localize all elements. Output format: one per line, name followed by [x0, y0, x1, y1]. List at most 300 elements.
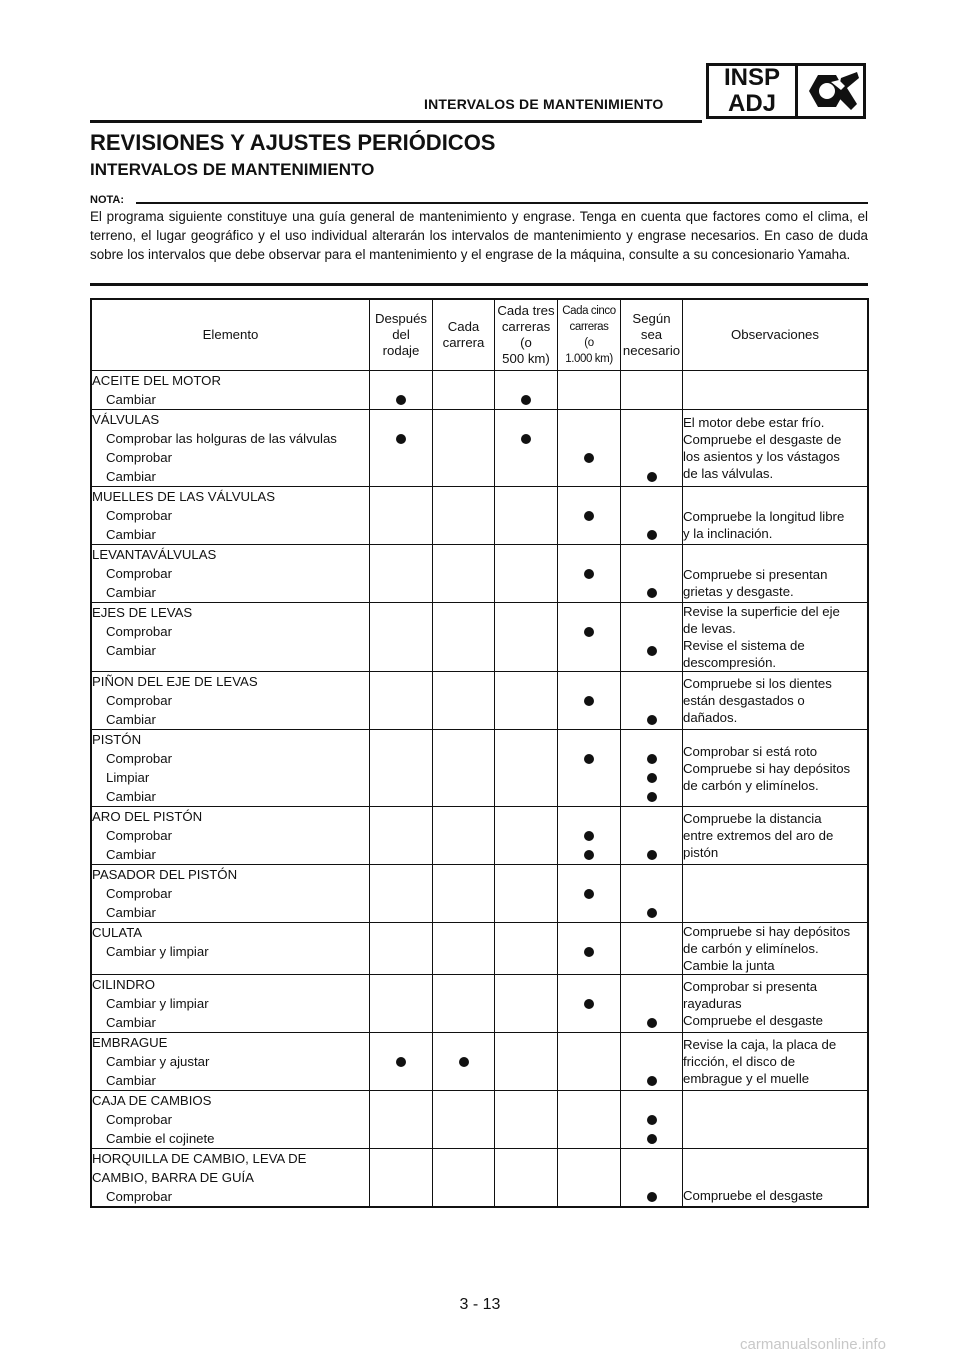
header-line: del [392, 327, 410, 342]
observations-cell [683, 1033, 869, 1091]
interval-cell [495, 487, 558, 545]
observation-line: Comprobar si está roto [683, 743, 818, 759]
mark-slot [621, 787, 682, 806]
spacer [370, 1033, 432, 1052]
interval-cell [433, 487, 495, 545]
spacer [621, 672, 682, 691]
mark-slot [558, 525, 620, 544]
interval-cell [621, 923, 683, 975]
mark-slot [621, 994, 682, 1013]
observation-line: entre extremos del aro de [683, 828, 834, 843]
interval-cell [558, 923, 621, 975]
spacer [433, 672, 494, 691]
header-line: rodaje [382, 343, 420, 358]
header-line: 500 km) [502, 351, 550, 366]
header-despues-rodaje [370, 299, 433, 371]
bullet-icon [521, 434, 531, 444]
mark-slot [370, 467, 432, 486]
observation-line: Revise la superficie del eje [683, 604, 840, 619]
bullet-icon [647, 646, 657, 656]
interval-cell [621, 672, 683, 730]
observation-line: Revise la caja, la placa de [683, 1037, 837, 1052]
interval-cell [558, 807, 621, 865]
interval-cell [558, 1033, 621, 1091]
mark-slot [433, 506, 494, 525]
element-cell [91, 371, 370, 410]
bullet-icon [647, 792, 657, 802]
spacer [495, 603, 557, 622]
header-line: carrera [442, 335, 485, 350]
mark-slot [495, 903, 557, 922]
item-list [92, 884, 369, 922]
mark-slot [621, 622, 682, 641]
mark-slot [558, 1071, 620, 1090]
mark-slot [558, 845, 620, 864]
interval-cell [370, 1033, 433, 1091]
mark-slot [433, 884, 494, 903]
badge-text [709, 66, 798, 116]
mark-slot [621, 1129, 682, 1148]
mark-slot [370, 429, 432, 448]
mark-slot [495, 641, 557, 660]
mark-slot [433, 942, 494, 961]
mark-slot [433, 1187, 494, 1206]
table-row [91, 1149, 868, 1208]
spacer [558, 487, 620, 506]
observation-line: Compruebe la longitud libre [683, 509, 845, 524]
interval-cell [495, 975, 558, 1033]
nota-rule [136, 202, 868, 204]
table-header-row [91, 299, 868, 371]
badge-bottom: ADJ [727, 90, 776, 117]
interval-cell [621, 1149, 683, 1208]
mark-slot [433, 390, 494, 409]
mark-slot [558, 1187, 620, 1206]
spacer [558, 1149, 620, 1168]
mark-slot [558, 429, 620, 448]
spacer [370, 730, 432, 749]
bullet-icon [584, 453, 594, 463]
mark-slot [495, 622, 557, 641]
spacer [433, 730, 494, 749]
insp-adj-badge [706, 63, 866, 119]
spacer [433, 603, 494, 622]
item-label: Comprobar [106, 751, 172, 766]
element-cell [91, 865, 370, 923]
element-cell [91, 923, 370, 975]
header-cada-carrera [433, 299, 495, 371]
maintenance-schedule-table [90, 298, 869, 1208]
spacer [433, 807, 494, 826]
interval-cell [370, 1091, 433, 1149]
item-label: Limpiar [106, 770, 150, 785]
spacer [621, 371, 682, 390]
mark-slot [433, 710, 494, 729]
mark-slot [558, 448, 620, 467]
mark-slot [370, 1071, 432, 1090]
interval-cell [433, 865, 495, 923]
interval-cell [495, 371, 558, 410]
observations-cell [683, 730, 869, 807]
observation-line: Compruebe el desgaste [683, 1188, 824, 1203]
table-row [91, 730, 868, 807]
spacer [558, 1168, 620, 1187]
interval-cell [433, 807, 495, 865]
page-number: 3 - 13 [459, 1296, 501, 1313]
mark-slot [370, 1110, 432, 1129]
mark-slot [370, 583, 432, 602]
bullet-icon [647, 850, 657, 860]
mark-slot [621, 884, 682, 903]
interval-cell [495, 807, 558, 865]
spacer [495, 1091, 557, 1110]
mark-slot [621, 942, 682, 961]
spacer [621, 1091, 682, 1110]
spacer [433, 865, 494, 884]
item-label: Cambiar [106, 469, 156, 484]
spacer [370, 1168, 432, 1187]
item-label: Cambiar [106, 1015, 156, 1030]
bullet-icon [521, 395, 531, 405]
bullet-icon [459, 1057, 469, 1067]
mark-slot [558, 942, 620, 961]
interval-cell [558, 730, 621, 807]
mark-slot [433, 1013, 494, 1032]
nota-text: El programa siguiente constituye una guía general de mantenimiento y engrase. Tenga en cuenta que factores como el clima, el terreno, el lugar geográfico y el uso individual alterarán los intervalos de mantenimiento y engrase necesarios. En caso de duda sobre los intervalos que debe observar para el mantenimiento y el engrase de la máquina, consulte a su concesionario Yamaha. [90, 209, 868, 262]
observation-line: Compruebe la distancia [683, 811, 822, 826]
mark-slot [495, 710, 557, 729]
bullet-icon [647, 908, 657, 918]
mark-slot [621, 826, 682, 845]
element-cell [91, 975, 370, 1033]
observation-line: los asientos y los vástagos [683, 449, 840, 464]
element-cell [91, 545, 370, 603]
header-observaciones [683, 299, 869, 371]
spacer [621, 545, 682, 564]
spacer [621, 487, 682, 506]
table-row [91, 1033, 868, 1091]
interval-cell [370, 672, 433, 730]
spacer [621, 807, 682, 826]
table-row [91, 603, 868, 672]
section-name: VÁLVULAS [92, 412, 160, 427]
item-label: Cambiar [106, 585, 156, 600]
spacer [495, 807, 557, 826]
mark-slot [370, 845, 432, 864]
observation-line: dañados. [683, 710, 738, 725]
mark-slot [495, 1013, 557, 1032]
element-cell [91, 807, 370, 865]
observation-line: Compruebe el desgaste [683, 1013, 824, 1028]
observation-line: embrague y el muelle [683, 1071, 810, 1086]
interval-cell [558, 1149, 621, 1208]
header-elemento [91, 299, 370, 371]
spacer [370, 672, 432, 691]
mark-slot [495, 390, 557, 409]
mark-slot [621, 710, 682, 729]
mark-slot [370, 826, 432, 845]
mark-slot [558, 903, 620, 922]
mark-slot [433, 1110, 494, 1129]
mark-slot [558, 583, 620, 602]
spacer [370, 410, 432, 429]
mark-slot [558, 564, 620, 583]
interval-cell [370, 865, 433, 923]
interval-cell [370, 1149, 433, 1208]
spacer [558, 807, 620, 826]
bullet-icon [647, 472, 657, 482]
interval-cell [433, 545, 495, 603]
item-list [92, 622, 369, 660]
item-label: Comprobar [106, 1112, 172, 1127]
mark-slot [433, 1129, 494, 1148]
mark-slot [621, 448, 682, 467]
mark-slot [495, 583, 557, 602]
header-rule [90, 120, 702, 123]
observations-cell [683, 1091, 869, 1149]
observations-cell [683, 923, 869, 975]
mark-slot [558, 826, 620, 845]
item-label: Comprobar [106, 693, 172, 708]
mark-slot [495, 506, 557, 525]
mark-slot [558, 1110, 620, 1129]
mark-slot [433, 787, 494, 806]
mark-slot [433, 826, 494, 845]
spacer [558, 923, 620, 942]
observation-line: están desgastados o [683, 693, 805, 708]
bullet-icon [584, 999, 594, 1009]
mark-slot [370, 1187, 432, 1206]
header-line: (o [520, 335, 532, 350]
interval-cell [370, 975, 433, 1033]
interval-cell [370, 410, 433, 487]
table-row [91, 807, 868, 865]
mark-slot [370, 641, 432, 660]
spacer [370, 487, 432, 506]
mark-slot [621, 1013, 682, 1032]
item-label: Cambiar [106, 527, 156, 542]
observation-line: Compruebe si los dientes [683, 676, 832, 691]
spacer [370, 923, 432, 942]
interval-cell [495, 1149, 558, 1208]
bullet-icon [647, 588, 657, 598]
table-body [91, 371, 868, 1208]
interval-cell [433, 975, 495, 1033]
interval-cell [495, 730, 558, 807]
observation-line: de carbón y elimínelos. [683, 941, 819, 956]
mark-slot [558, 1013, 620, 1032]
spacer [370, 371, 432, 390]
mark-slot [495, 467, 557, 486]
bullet-icon [647, 1018, 657, 1028]
spacer [370, 975, 432, 994]
spacer [558, 1091, 620, 1110]
spacer [558, 730, 620, 749]
spacer [433, 410, 494, 429]
bullet-icon [647, 754, 657, 764]
header-line: Observaciones [731, 327, 819, 342]
interval-cell [433, 1149, 495, 1208]
bullet-icon [647, 773, 657, 783]
item-label: Cambiar [106, 392, 156, 407]
observations-cell [683, 865, 869, 923]
bullet-icon [647, 1076, 657, 1086]
mark-slot [621, 1052, 682, 1071]
mark-slot [433, 564, 494, 583]
item-label: Comprobar [106, 508, 172, 523]
spacer [558, 371, 620, 390]
interval-cell [433, 1091, 495, 1149]
section-name: HORQUILLA DE CAMBIO, LEVA DE [92, 1151, 307, 1166]
bullet-icon [647, 530, 657, 540]
spacer [495, 923, 557, 942]
interval-cell [495, 672, 558, 730]
spacer [370, 603, 432, 622]
interval-cell [370, 603, 433, 672]
mark-slot [495, 525, 557, 544]
spacer [433, 975, 494, 994]
spacer [495, 672, 557, 691]
spacer [495, 545, 557, 564]
item-label: Comprobar [106, 1189, 172, 1204]
mark-slot [558, 691, 620, 710]
interval-cell [621, 487, 683, 545]
bullet-icon [396, 1057, 406, 1067]
mark-slot [433, 429, 494, 448]
spacer [433, 487, 494, 506]
mark-slot [433, 467, 494, 486]
element-cell [91, 1091, 370, 1149]
bullet-icon [396, 434, 406, 444]
mark-slot [621, 903, 682, 922]
mark-slot [621, 845, 682, 864]
interval-cell [558, 603, 621, 672]
interval-cell [433, 672, 495, 730]
interval-cell [558, 865, 621, 923]
mark-slot [495, 749, 557, 768]
item-label: Cambiar y ajustar [106, 1054, 210, 1069]
spacer [370, 1091, 432, 1110]
observations-cell [683, 1149, 869, 1208]
header-line: carreras [569, 321, 609, 333]
header-line: Cada cinco [562, 305, 616, 317]
spacer [621, 923, 682, 942]
section-name: LEVANTAVÁLVULAS [92, 547, 217, 562]
element-cell [91, 672, 370, 730]
spacer [495, 1168, 557, 1187]
spacer [433, 545, 494, 564]
mark-slot [558, 768, 620, 787]
interval-cell [370, 371, 433, 410]
mark-slot [433, 583, 494, 602]
mark-slot [495, 691, 557, 710]
interval-cell [621, 1091, 683, 1149]
header-line: necesario [622, 343, 681, 358]
spacer [495, 865, 557, 884]
item-label: Cambiar [106, 789, 156, 804]
bullet-icon [647, 715, 657, 725]
section-name: CILINDRO [92, 977, 156, 992]
interval-cell [621, 410, 683, 487]
mark-slot [433, 622, 494, 641]
item-label: Comprobar [106, 828, 172, 843]
observations-cell [683, 603, 869, 672]
mark-slot [370, 884, 432, 903]
mark-slot [621, 525, 682, 544]
mark-slot [370, 768, 432, 787]
observations-cell [683, 545, 869, 603]
mark-slot [621, 390, 682, 409]
element-cell [91, 730, 370, 807]
spacer [621, 1149, 682, 1168]
interval-cell [495, 1091, 558, 1149]
element-cell [91, 487, 370, 545]
mark-slot [433, 448, 494, 467]
bullet-icon [647, 1134, 657, 1144]
mark-slot [495, 942, 557, 961]
mark-slot [433, 1052, 494, 1071]
item-list [92, 994, 369, 1032]
mark-slot [370, 525, 432, 544]
interval-cell [495, 545, 558, 603]
item-label: Comprobar [106, 624, 172, 639]
mark-slot [621, 1110, 682, 1129]
bullet-icon [584, 569, 594, 579]
spacer [621, 410, 682, 429]
interval-cell [621, 371, 683, 410]
item-list [92, 1110, 369, 1148]
bullet-icon [647, 1192, 657, 1202]
spacer [495, 410, 557, 429]
section-name: ACEITE DEL MOTOR [92, 373, 221, 388]
observation-line: de levas. [683, 621, 736, 636]
spacer [558, 603, 620, 622]
item-label: Cambiar y limpiar [106, 944, 209, 959]
element-cell [91, 1033, 370, 1091]
mark-slot [433, 749, 494, 768]
interval-cell [558, 672, 621, 730]
spacer [370, 1149, 432, 1168]
mark-slot [495, 564, 557, 583]
spacer [370, 545, 432, 564]
observation-line: fricción, el disco de [683, 1054, 796, 1069]
mark-slot [621, 768, 682, 787]
observation-line: descompresión. [683, 655, 777, 670]
bullet-icon [584, 889, 594, 899]
section-name: ARO DEL PISTÓN [92, 809, 203, 824]
item-label: Cambiar [106, 1073, 156, 1088]
interval-cell [370, 730, 433, 807]
header-line: Después [374, 311, 428, 326]
interval-cell [621, 603, 683, 672]
item-list [92, 1187, 369, 1206]
spacer [433, 371, 494, 390]
bullet-icon [584, 850, 594, 860]
observations-cell [683, 410, 869, 487]
header-line: sea [640, 327, 663, 342]
mark-slot [495, 845, 557, 864]
table-row [91, 923, 868, 975]
spacer [433, 1168, 494, 1187]
interval-cell [495, 923, 558, 975]
observation-line: grietas y desgaste. [683, 584, 794, 599]
table-row [91, 545, 868, 603]
item-label: Comprobar las holguras de las válvulas [106, 431, 337, 446]
mark-slot [370, 506, 432, 525]
observation-line: de las válvulas. [683, 466, 774, 481]
mark-slot [370, 691, 432, 710]
observation-line: Compruebe si presentan [683, 567, 828, 582]
